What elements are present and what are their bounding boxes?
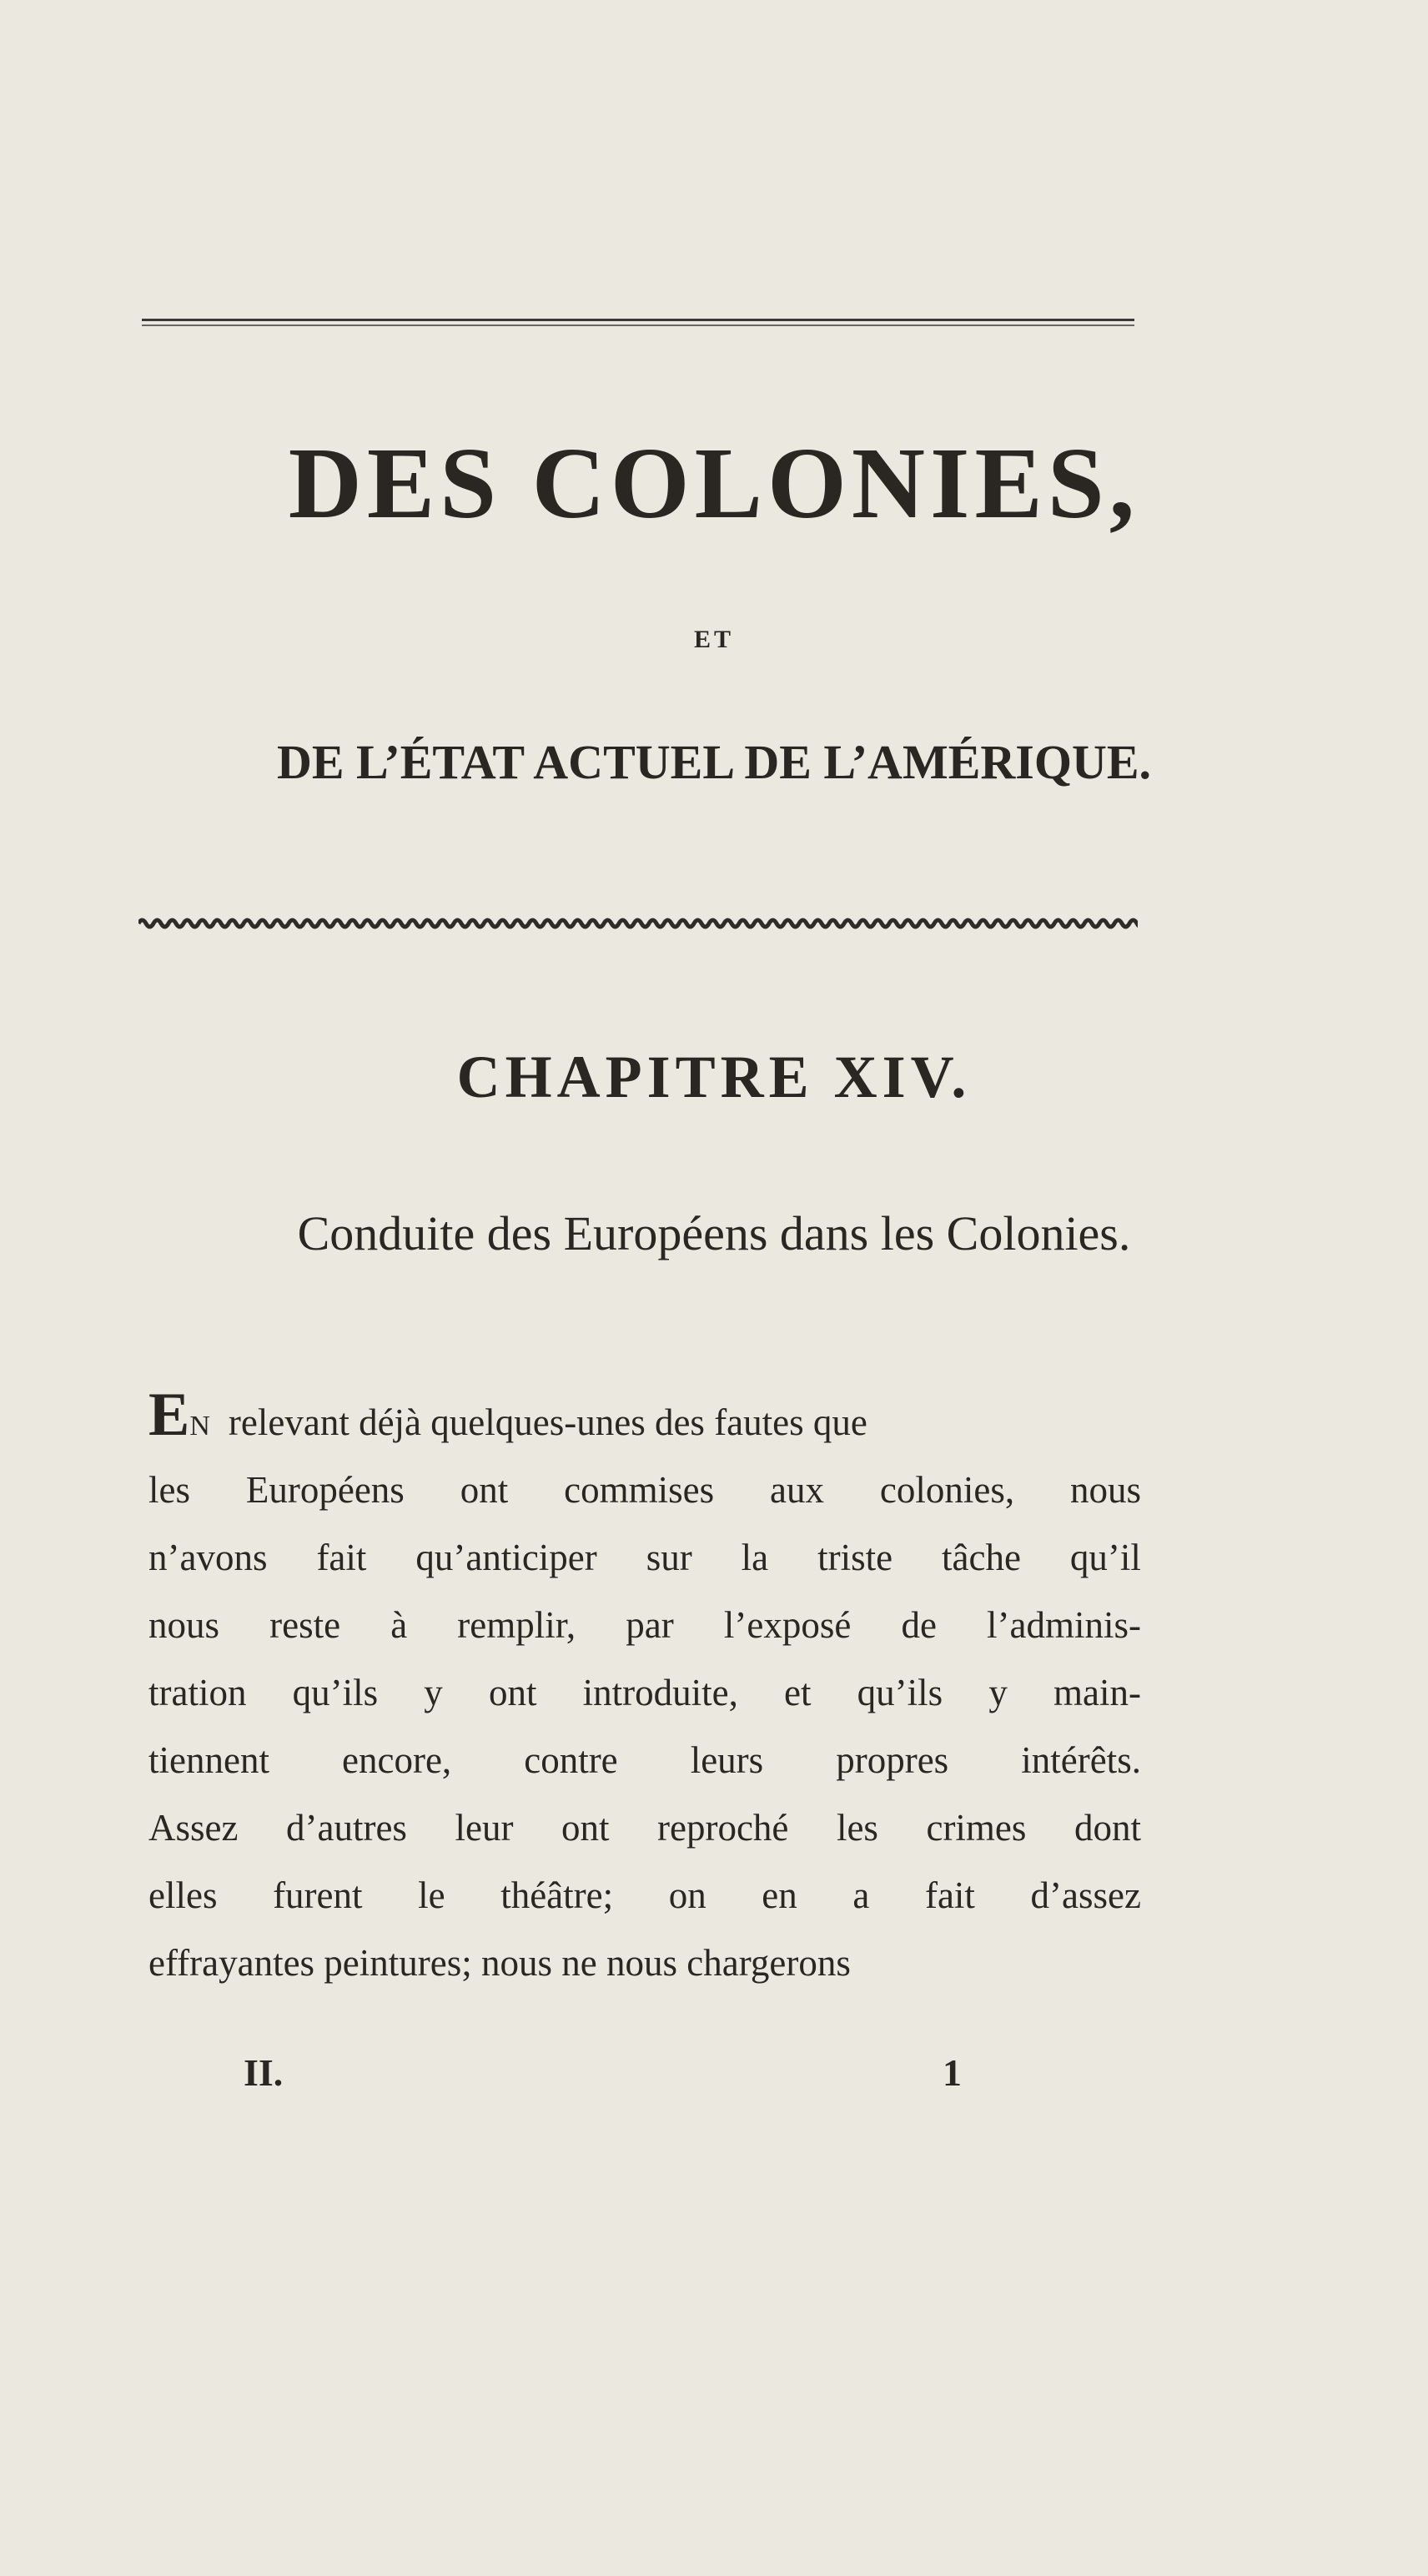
word: on (668, 1874, 706, 1916)
body-line (148, 1862, 1141, 1929)
word: ont (488, 1672, 537, 1713)
word: tration (148, 1672, 247, 1713)
word: leur (455, 1807, 514, 1849)
word: l’exposé (723, 1604, 852, 1646)
word: fait (316, 1537, 367, 1578)
rule-line-thin (142, 325, 1134, 326)
first-line-start (148, 1381, 867, 1457)
word: y (424, 1672, 443, 1713)
word: ont (460, 1469, 509, 1511)
word: Assez (148, 1807, 239, 1849)
ornamental-wavy-rule (138, 913, 1138, 933)
word: d’autres (286, 1807, 407, 1849)
word: aux (770, 1469, 824, 1511)
drop-cap-letter: E (148, 1381, 190, 1449)
word: nous (1069, 1469, 1141, 1511)
word: crimes (926, 1807, 1027, 1849)
word: y (988, 1672, 1008, 1713)
chapter-subheading: Conduite des Européens dans les Colonies. (297, 1206, 1131, 1260)
word: triste (817, 1537, 893, 1578)
top-double-rule (142, 317, 1134, 329)
word: leurs (690, 1739, 764, 1781)
word: ont (561, 1807, 610, 1849)
word: par (626, 1604, 674, 1646)
body-line (148, 1929, 1141, 1997)
word: furent (273, 1874, 363, 1916)
word: Européens (245, 1469, 405, 1511)
word: intérêts. (1021, 1739, 1141, 1781)
word: et (784, 1672, 812, 1713)
word: le (418, 1874, 445, 1916)
book-subtitle: DE L’ÉTAT ACTUEL DE L’AMÉRIQUE. (276, 735, 1152, 789)
chapter-body (148, 1381, 1141, 1997)
word: qu’ils (857, 1672, 943, 1713)
word: sur (646, 1537, 692, 1578)
body-line (148, 1659, 1141, 1727)
body-line-text: relevant déjà quelques-unes des fautes que (228, 1401, 867, 1443)
word: main- (1053, 1672, 1141, 1713)
body-line-first (148, 1381, 1141, 1457)
word: reproché (657, 1807, 789, 1849)
title-conjunction: ET (693, 626, 735, 653)
word: encore, (342, 1739, 452, 1781)
book-title: DES COLONIES, (288, 427, 1140, 540)
word: à (390, 1604, 408, 1646)
body-line (148, 1524, 1141, 1592)
small-caps-letter: N (189, 1411, 210, 1441)
word: introduite, (582, 1672, 738, 1713)
page-number: 1 (943, 2051, 962, 2094)
word: dont (1074, 1807, 1141, 1849)
word: en (762, 1874, 797, 1916)
word: commises (564, 1469, 715, 1511)
word: contre (524, 1739, 618, 1781)
word: théâtre; (500, 1874, 614, 1916)
chapter-heading: CHAPITRE XIV. (456, 1044, 972, 1110)
rule-line-thick (142, 319, 1134, 321)
word: colonies, (879, 1469, 1015, 1511)
body-line (148, 1727, 1141, 1794)
word: tâche (942, 1537, 1021, 1578)
word: qu’anticiper (415, 1537, 597, 1578)
word: qu’il (1069, 1537, 1141, 1578)
body-line-text: effrayantes peintures; nous ne nous chargerons (148, 1942, 851, 1984)
word: remplir, (457, 1604, 576, 1646)
word: propres (836, 1739, 949, 1781)
word: elles (148, 1874, 218, 1916)
word: a (852, 1874, 870, 1916)
signature-mark: II. (244, 2051, 284, 2094)
word: nous (148, 1604, 220, 1646)
word: tiennent (148, 1739, 269, 1781)
word: fait (924, 1874, 975, 1916)
word: l’adminis- (987, 1604, 1141, 1646)
body-line (148, 1592, 1141, 1659)
word: d’assez (1030, 1874, 1141, 1916)
word: de (901, 1604, 937, 1646)
word: reste (269, 1604, 341, 1646)
body-line (148, 1794, 1141, 1862)
body-line (148, 1457, 1141, 1524)
word: qu’ils (292, 1672, 379, 1713)
word: la (741, 1537, 769, 1578)
word: les (836, 1807, 878, 1849)
word: n’avons (148, 1537, 268, 1578)
word: les (148, 1469, 190, 1511)
